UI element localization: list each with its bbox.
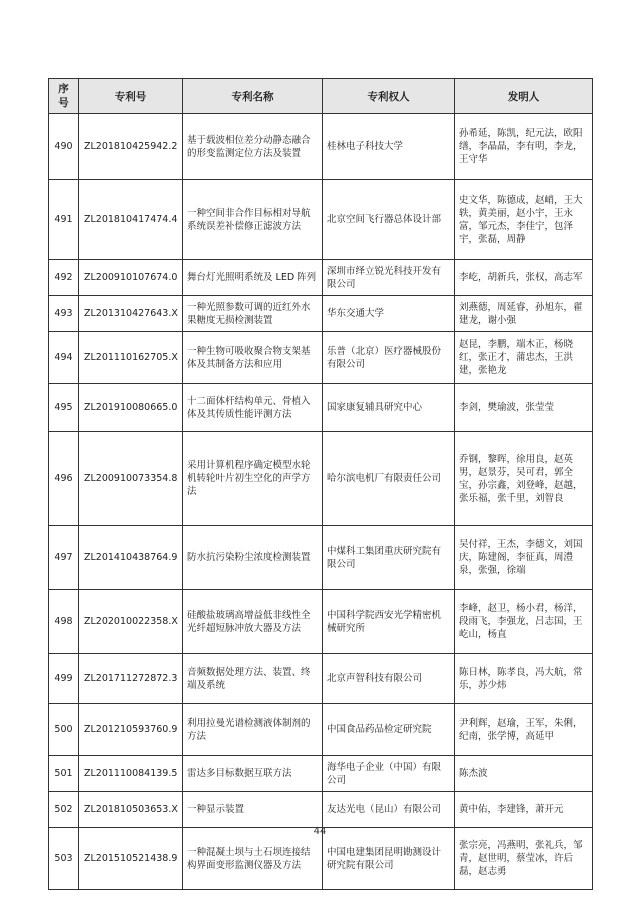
- table-header-row: [49, 79, 593, 114]
- table-row: [49, 756, 593, 792]
- row-patent-holder: 中国食品药品检定研究院: [323, 704, 455, 756]
- table-row: [49, 704, 593, 756]
- row-patent-number: ZL201910080665.0: [79, 384, 183, 432]
- row-serial-number: 490: [49, 114, 79, 180]
- table-row: [49, 792, 593, 828]
- row-patent-holder: 中煤科工集团重庆研究院有限公司: [323, 526, 455, 590]
- page-number: 44: [313, 826, 327, 837]
- row-patent-title: 一种混凝土坝与土石坝连接结构界面变形监测仪器及方法: [183, 828, 323, 890]
- row-serial-number: 502: [49, 792, 79, 828]
- row-patent-number: ZL201210593760.9: [79, 704, 183, 756]
- row-patent-number: ZL201810503653.X: [79, 792, 183, 828]
- row-serial-number: 493: [49, 296, 79, 332]
- row-inventors: 孙希延，陈凯，纪元法，欧阳缮，李晶晶，李有明，李龙，王守华: [455, 114, 593, 180]
- row-serial-number: 497: [49, 526, 79, 590]
- row-inventors: 陈日林，陈孝良，冯大航，常乐，苏少炜: [455, 654, 593, 704]
- row-patent-holder: 中国电建集团昆明勘测设计研究院有限公司: [323, 828, 455, 890]
- table-row: [49, 384, 593, 432]
- header-inventors: 发明人: [455, 79, 593, 114]
- row-patent-number: ZL202010022358.X: [79, 590, 183, 654]
- row-patent-number: ZL201410438764.9: [79, 526, 183, 590]
- row-serial-number: 498: [49, 590, 79, 654]
- table-row: [49, 332, 593, 384]
- row-serial-number: 503: [49, 828, 79, 890]
- row-patent-number: ZL201711272872.3: [79, 654, 183, 704]
- row-patent-number: ZL201110162705.X: [79, 332, 183, 384]
- table-row: [49, 260, 593, 296]
- table-row: [49, 590, 593, 654]
- row-serial-number: 492: [49, 260, 79, 296]
- row-patent-title: 舞台灯光照明系统及 LED 阵列: [183, 260, 323, 296]
- row-inventors: 李剑，樊瑜波，张莹莹: [455, 384, 593, 432]
- row-inventors: 赵昆，李鹏，端木正，杨晓红，张正才，蒲忠杰，王洪建，张艳龙: [455, 332, 593, 384]
- row-patent-number: ZL201810417474.4: [79, 180, 183, 260]
- row-inventors: 李屹，胡新兵，张权，高志军: [455, 260, 593, 296]
- row-patent-number: ZL201310427643.X: [79, 296, 183, 332]
- table-row: [49, 654, 593, 704]
- table-row: [49, 180, 593, 260]
- row-serial-number: 496: [49, 432, 79, 526]
- row-patent-title: 一种光照参数可调的近红外水果糖度无损检测装置: [183, 296, 323, 332]
- row-patent-holder: 国家康复辅具研究中心: [323, 384, 455, 432]
- row-patent-holder: 北京声智科技有限公司: [323, 654, 455, 704]
- table-row: [49, 432, 593, 526]
- header-serial-number: [49, 79, 79, 114]
- row-patent-holder: 中国科学院西安光学精密机械研究所: [323, 590, 455, 654]
- header-patent-holder: 专利权人: [323, 79, 455, 114]
- row-serial-number: 501: [49, 756, 79, 792]
- table-row: [49, 296, 593, 332]
- row-patent-title: 雷达多目标数据互联方法: [183, 756, 323, 792]
- row-patent-holder: 友达光电（昆山）有限公司: [323, 792, 455, 828]
- row-patent-holder: 北京空间飞行器总体设计部: [323, 180, 455, 260]
- row-patent-number: ZL200910073354.8: [79, 432, 183, 526]
- row-inventors: 乔钢，黎晖，徐用良，赵英男，赵景芬，吴可君，郭全宝，孙宗鑫，刘登峰，赵越，张乐福，张千里，刘智良: [455, 432, 593, 526]
- row-patent-title: 基于载波相位差分动静态融合的形变监测定位方法及装置: [183, 114, 323, 180]
- row-serial-number: 494: [49, 332, 79, 384]
- row-patent-number: ZL201110084139.5: [79, 756, 183, 792]
- patent-table: [48, 78, 593, 890]
- row-serial-number: 499: [49, 654, 79, 704]
- row-patent-title: 一种生物可吸收聚合物支架基体及其制备方法和应用: [183, 332, 323, 384]
- row-inventors: 陈杰波: [455, 756, 593, 792]
- row-serial-number: 500: [49, 704, 79, 756]
- row-patent-title: 采用计算机程序确定模型水轮机转轮叶片初生空化的声学方法: [183, 432, 323, 526]
- row-inventors: 张宗亮，冯燕明，张礼兵，邹青，赵世明，蔡莹冰，许后磊，赵志勇: [455, 828, 593, 890]
- table-row: [49, 114, 593, 180]
- row-patent-title: 音频数据处理方法、装置、终端及系统: [183, 654, 323, 704]
- row-inventors: 刘燕德，周延睿，孙旭东，翟建龙，谢小强: [455, 296, 593, 332]
- row-serial-number: 491: [49, 180, 79, 260]
- row-patent-title: 硅酸盐玻璃高增益低非线性全光纤超短脉冲放大器及方法: [183, 590, 323, 654]
- row-patent-title: 十二面体杆结构单元、骨植入体及其传质性能评测方法: [183, 384, 323, 432]
- row-patent-holder: 乐普（北京）医疗器械股份有限公司: [323, 332, 455, 384]
- row-patent-number: ZL201510521438.9: [79, 828, 183, 890]
- row-patent-holder: 桂林电子科技大学: [323, 114, 455, 180]
- row-patent-holder: 华东交通大学: [323, 296, 455, 332]
- row-patent-number: ZL200910107674.0: [79, 260, 183, 296]
- row-inventors: 李峰，赵卫，杨小君，杨洋，段雨飞，李强龙，吕志国，王屹山，杨直: [455, 590, 593, 654]
- row-patent-title: 防水抗污染粉尘浓度检测装置: [183, 526, 323, 590]
- row-inventors: 史文华，陈德成，赵峭，王大轶，黄美丽，赵小宇，王永富，邹元杰，李佳宁，包泽宇，张磊，周静: [455, 180, 593, 260]
- row-patent-holder: 哈尔滨电机厂有限责任公司: [323, 432, 455, 526]
- row-serial-number: 495: [49, 384, 79, 432]
- row-inventors: 尹利辉，赵瑜，王军，朱俐，纪南，张学博，高延甲: [455, 704, 593, 756]
- row-patent-title: 利用拉曼光谱检测液体制剂的方法: [183, 704, 323, 756]
- row-patent-holder: 海华电子企业（中国）有限公司: [323, 756, 455, 792]
- row-patent-number: ZL201810425942.2: [79, 114, 183, 180]
- header-patent-title: 专利名称: [183, 79, 323, 114]
- row-patent-title: 一种空间非合作目标相对导航系统误差补偿修正滤波方法: [183, 180, 323, 260]
- row-inventors: 黄中佑，李建锋，萧开元: [455, 792, 593, 828]
- row-patent-title: 一种显示装置: [183, 792, 323, 828]
- header-patent-number: 专利号: [79, 79, 183, 114]
- header-serial-number-label: 序号: [58, 83, 69, 109]
- table-row: [49, 526, 593, 590]
- row-inventors: 吴付祥，王杰，李德文，刘国庆，陈建阁，李征真，周澧泉，张强，徐端: [455, 526, 593, 590]
- row-patent-holder: 深圳市绎立锐光科技开发有限公司: [323, 260, 455, 296]
